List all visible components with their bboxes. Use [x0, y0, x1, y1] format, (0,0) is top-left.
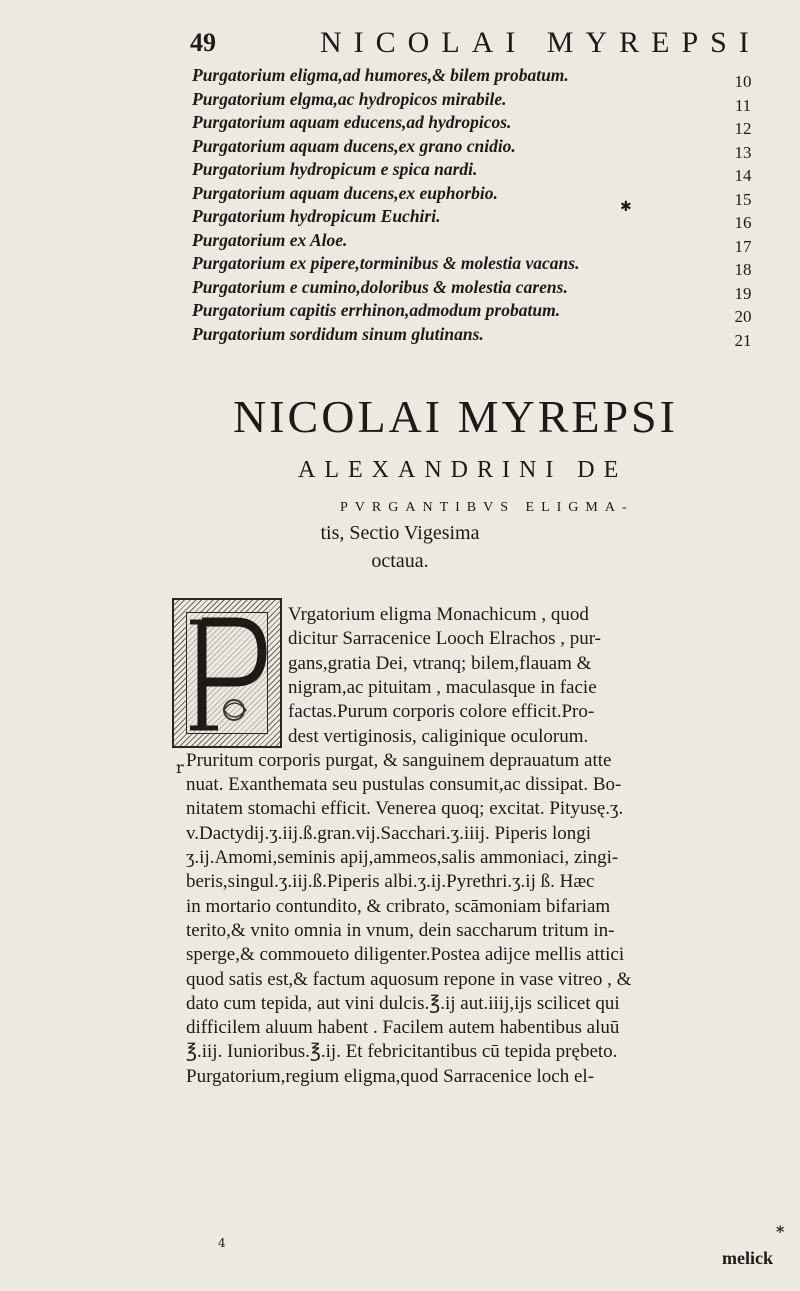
toc-item-number: 19	[734, 283, 752, 303]
toc-item-text: Purgatorium sordidum sinum glutinans.	[192, 323, 484, 344]
toc-item	[192, 299, 792, 326]
toc-item	[192, 276, 792, 303]
body-line: beris,singul.ʒ.iij.ß.Piperis albi.ʒ.ij.Pyrethri.ʒ.ij ß. Hæc	[186, 871, 595, 893]
chapter-subtitle-2: PVRGANTIBVS ELIGMA-	[340, 500, 634, 515]
toc-item-text: Purgatorium ex Aloe.	[192, 229, 348, 250]
body-line: nuat. Exanthemata seu pustulas consumit,ac dissipat. Bo-	[186, 774, 622, 796]
margin-mark-tick: r	[176, 758, 184, 777]
running-head-title: NICOLAI MYREPSI	[320, 26, 761, 59]
toc-item-text: Purgatorium ex pipere,torminibus & molestia vacans.	[192, 253, 580, 273]
toc-item-number: 16	[734, 213, 752, 232]
body-line: factas.Purum corporis colore efficit.Pro-	[288, 701, 595, 723]
body-line: Pruritum corporis purgat, & sanguinem deprauatum atte	[186, 749, 612, 771]
toc-item	[192, 205, 792, 232]
body-line: in mortario contundito, & cribrato, scāmoniam bifariam	[186, 895, 611, 917]
running-head	[0, 24, 800, 64]
body-line: quod satis est,& factum aquosum repone in vase vitreo , &	[186, 968, 632, 990]
toc-item-text: Purgatorium aquam ducens,ex grano cnidio.	[192, 135, 516, 156]
chapter-subtitle-4: octaua.	[371, 550, 429, 572]
body-line: Purgatorium,regium eligma,quod Sarracenice loch el-	[186, 1065, 595, 1087]
body-line: ʒ.ij.Amomi,seminis apij,ammeos,salis ammoniaci, zingi-	[186, 847, 619, 868]
toc-item-number: 18	[734, 260, 752, 279]
toc-item-number: 20	[734, 307, 752, 326]
toc-item	[192, 64, 792, 91]
toc-item	[192, 229, 792, 256]
toc-item	[192, 182, 792, 209]
toc-item-text: Purgatorium hydropicum Euchiri.	[192, 206, 441, 226]
toc-item	[192, 252, 792, 279]
toc-item-text: Purgatorium hydropicum e spica nardi.	[192, 159, 478, 179]
toc-item-text: Purgatorium capitis errhinon,admodum probatum.	[192, 300, 561, 320]
body-line: gans,gratia Dei, vtranq; bilem,flauam &	[288, 652, 592, 674]
toc-item-text: Purgatorium aquam educens,ad hydropicos.	[192, 112, 512, 132]
body-line: sperge,& commoueto diligenter.Postea adijce mellis attici	[186, 944, 625, 966]
toc-item-number: 13	[734, 142, 752, 162]
toc-item-number: 14	[734, 166, 752, 185]
body-line: Vrgatorium eligma Monachicum , quod	[288, 604, 589, 625]
toc-item	[192, 135, 792, 162]
folio-number: 49	[190, 28, 216, 57]
toc-item-number: 17	[734, 236, 752, 256]
toc-item-number: 12	[734, 119, 752, 138]
body-line: nigram,ac pituitam , maculasque in facie	[288, 676, 597, 698]
toc-item-number: 21	[734, 330, 752, 350]
chapter-subtitle-1: ALEXANDRINI DE	[298, 457, 628, 483]
margin-mark-star: *	[776, 1222, 785, 1241]
body-line: dest vertiginosis, caliginique oculorum.	[288, 725, 589, 747]
toc-item-number: 10	[734, 72, 752, 91]
toc-item-text: Purgatorium aquam ducens,ex euphorbio.	[192, 182, 498, 203]
toc-item	[192, 88, 792, 115]
toc-item	[192, 323, 792, 350]
toc-item-text: Purgatorium eligma,ad humores,& bilem probatum.	[192, 65, 569, 85]
decorated-initial-p	[172, 598, 282, 748]
toc-item-number: 15	[734, 189, 752, 209]
toc-item	[192, 111, 792, 138]
body-line: terito,& vnito omnia in vnum, dein saccharum tritum in-	[186, 919, 615, 941]
body-line: ℥.iij. Iunioribus.℥.ij. Et febricitantibus cū tepida prębeto.	[186, 1041, 618, 1063]
toc-item-number: 11	[734, 95, 752, 115]
body-line: dicitur Sarracenice Looch Elrachos , pur-	[288, 628, 601, 650]
toc-item-text: Purgatorium elgma,ac hydropicos mirabile.	[192, 88, 507, 109]
margin-mark-hash: ✱	[620, 199, 632, 215]
body-line: v.Dactydij.ʒ.iij.ß.gran.vij.Sacchari.ʒ.iiij. Piperis longi	[186, 822, 592, 844]
table-of-contents	[192, 64, 792, 350]
toc-item-text: Purgatorium e cumino,doloribus & molestia carens.	[192, 276, 568, 297]
catchword: melick	[722, 1248, 773, 1268]
chapter-title: NICOLAI MYREPSI	[233, 391, 678, 442]
margin-mark-four: 4	[218, 1236, 226, 1250]
body-line: dato cum tepida, aut vini dulcis.℥.ij aut.iiij,ijs scilicet qui	[186, 992, 620, 1014]
body-line: difficilem aluum habent . Facilem autem habentibus aluū	[186, 1017, 620, 1039]
body-line: nitatem stomachi efficit. Venerea quoq; excitat. Pityusę.ʒ.	[186, 798, 624, 820]
chapter-subtitle-3: tis, Sectio Vigesima	[320, 522, 480, 544]
initial-letter-p-icon	[174, 600, 284, 750]
toc-item	[192, 158, 792, 185]
